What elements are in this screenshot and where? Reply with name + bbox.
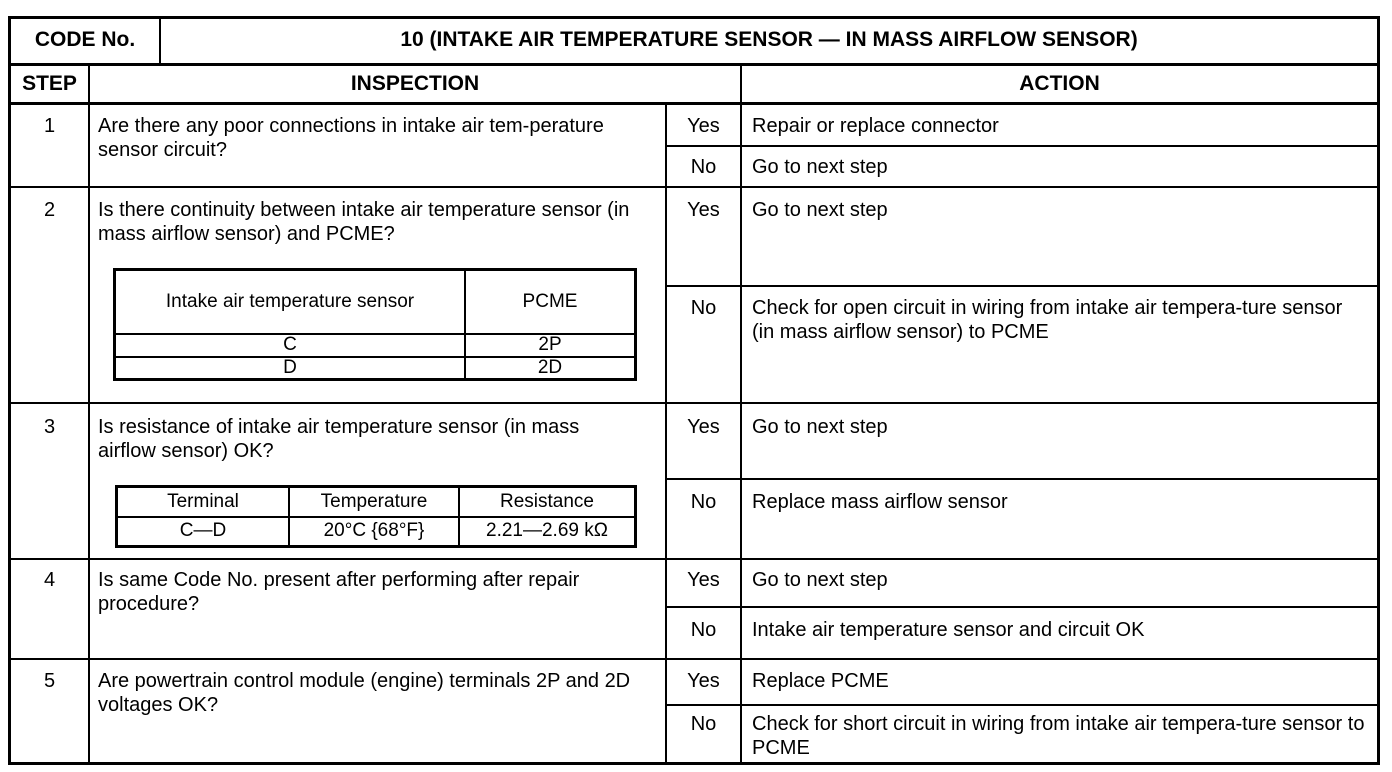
yn-sep-1 [665,145,1380,147]
table-cell: D [115,357,466,380]
table-cell: 20°C {68°F} [289,517,459,547]
step-2-yes-label: Yes [687,199,720,221]
step-number-5: 5 [43,670,56,692]
step-4-no-action: Intake air temperature sensor and circuit OK [752,619,1145,641]
step-5-yes-action: Replace PCME [752,670,889,692]
row-sep-3 [8,558,1380,560]
inspection-header: INSPECTION [350,72,480,95]
table-row [115,334,636,357]
table-cell: C [115,334,466,357]
step-number-1: 1 [43,115,56,137]
action-header: ACTION [1019,72,1100,95]
table-header-cell: Resistance [459,487,636,517]
border-right [1377,16,1380,765]
step-5-no-label: No [690,713,717,735]
border-top [8,16,1380,19]
code-label: CODE No. [34,28,136,51]
step-2-no-label: No [690,297,717,319]
step-header: STEP [22,72,77,95]
step-5-question: Are powertrain control module (engine) terminals 2P and 2D voltages OK? [98,670,631,716]
row-sep-4 [8,658,1380,660]
header-bottom [8,102,1380,105]
step-4-no-label: No [690,619,717,641]
table-row [117,487,636,517]
row-sep-1 [8,186,1380,188]
step-3-yes-label: Yes [687,416,720,438]
step-col-line [88,65,90,765]
step-3-no-label: No [690,491,717,513]
step-1-yes-label: Yes [687,115,720,137]
step-4-question: Is same Code No. present after performing after repair procedure? [98,569,580,615]
table-row [117,517,636,547]
table-header-cell: Temperature [289,487,459,517]
table-row [115,357,636,380]
table-cell: C—D [117,517,290,547]
step-3-resistance-table [115,485,637,548]
row-sep-2 [8,402,1380,404]
yn-sep-3 [665,478,1380,480]
yn-sep-4 [665,606,1380,608]
step-1-question: Are there any poor connections in intake air tem-perature sensor circuit? [98,115,604,161]
table-cell: 2.21—2.69 kΩ [459,517,636,547]
table-header-cell: Terminal [117,487,290,517]
table-header-cell: Intake air temperature sensor [115,270,466,334]
yn-sep-2 [665,285,1380,287]
step-2-pin-table [113,268,637,381]
step-number-4: 4 [43,569,56,591]
table-cell: 2D [465,357,636,380]
step-2-question: Is there continuity between intake air temperature sensor (in mass airflow sensor) and PCME? [98,199,630,245]
table-header-cell: PCME [465,270,636,334]
action-col-line [740,65,742,765]
step-number-3: 3 [43,416,56,438]
border-bottom [8,762,1380,765]
step-1-no-label: No [690,156,717,178]
step-number-2: 2 [43,199,56,221]
step-2-yes-action: Go to next step [752,199,888,221]
step-3-question: Is resistance of intake air temperature sensor (in mass airflow sensor) OK? [98,416,580,462]
step-5-no-action: Check for short circuit in wiring from intake air tempera-ture sensor to PCME [752,713,1365,759]
step-4-yes-label: Yes [687,569,720,591]
step-2-no-action: Check for open circuit in wiring from intake air tempera-ture sensor (in mass airflow sensor) to PCME [752,297,1343,343]
step-1-yes-action: Repair or replace connector [752,115,999,137]
table-cell: 2P [465,334,636,357]
header-separator [8,63,1380,66]
yn-sep-5 [665,704,1380,706]
step-3-yes-action: Go to next step [752,416,888,438]
step-3-no-action: Replace mass airflow sensor [752,491,1008,513]
step-1-no-action: Go to next step [752,156,888,178]
step-4-yes-action: Go to next step [752,569,888,591]
table-row [115,270,636,334]
code-title: 10 (INTAKE AIR TEMPERATURE SENSOR — IN MASS AIRFLOW SENSOR) [400,28,1138,51]
step-5-yes-label: Yes [687,670,720,692]
